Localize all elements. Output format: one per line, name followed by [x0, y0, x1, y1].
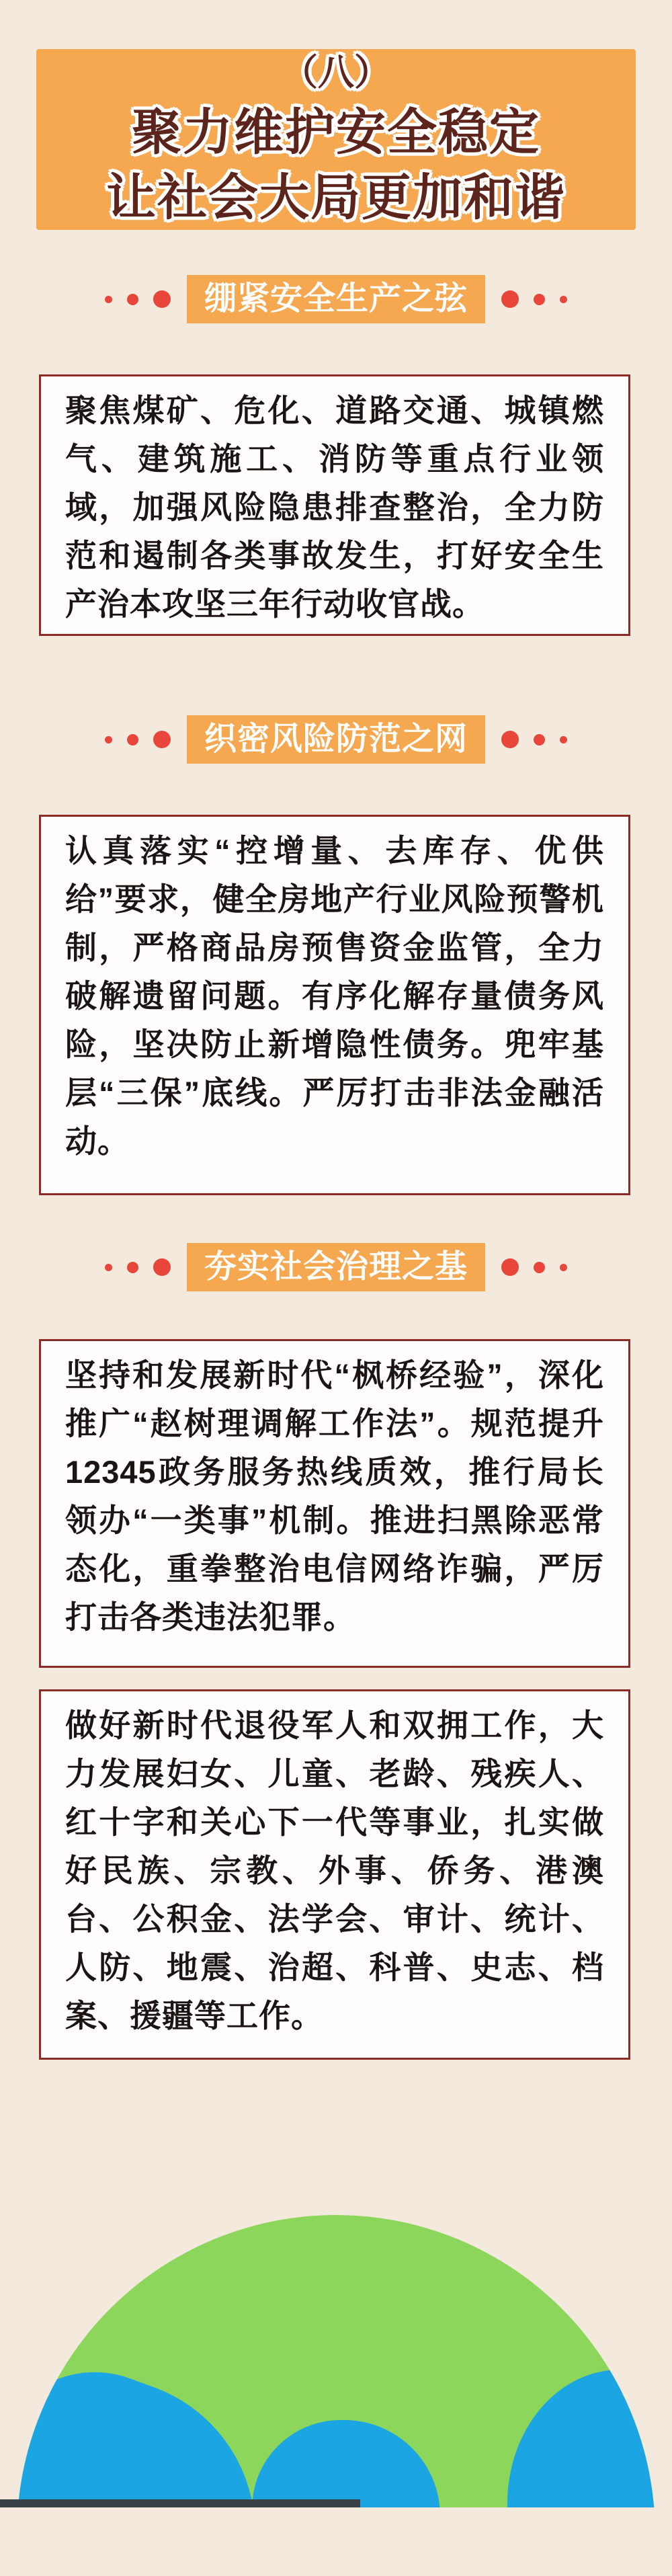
section-badge-2: 织密风险防范之网 [187, 715, 485, 764]
content-card-2 [39, 815, 630, 1195]
paragraph-2: 认真落实“控增量、去库存、优供给”要求，健全房地产行业风险预警机制，严格商品房预售资金监管，全力破解遗留问题。有序化解存量债务风险，坚决防止新增隐性债务。兜牢基层“三保”底线。严厉打击非法金融活动。 [65, 833, 604, 1159]
dots-right-icon [501, 290, 567, 308]
video-progress-bar[interactable] [0, 2499, 360, 2507]
content-card-1 [39, 374, 630, 636]
dots-right-icon [501, 731, 567, 748]
footer-illustration [0, 2058, 672, 2507]
header-title-line1: 聚力维护安全稳定 [132, 104, 540, 161]
section-badge-1: 绷紧安全生产之弦 [187, 275, 485, 323]
water-icon [252, 2420, 440, 2507]
content-card-4 [39, 1689, 630, 2060]
dots-right-icon [501, 1258, 567, 1276]
dots-left-icon [105, 1258, 171, 1276]
header-card [36, 49, 636, 230]
section-heading-row-1 [0, 274, 672, 324]
dots-left-icon [105, 731, 171, 748]
header-number: （八） [282, 52, 390, 93]
water-icon [507, 2370, 655, 2507]
paragraph-3: 坚持和发展新时代“枫桥经验”，深化推广“赵树理调解工作法”。规范提升12345政务服务热线质效，推行局长领办“一类事”机制。推进扫黑除恶常态化，重拳整治电信网络诈骗，严厉打击各类违法犯罪。 [65, 1357, 604, 1635]
section-badge-3: 夯实社会治理之基 [187, 1243, 485, 1291]
paragraph-4: 做好新时代退役军人和双拥工作，大力发展妇女、儿童、老龄、残疾人、红十字和关心下一代等事业，扎实做好民族、宗教、外事、侨务、港澳台、公积金、法学会、审计、统计、人防、地震、治超、科普、史志、档案、援疆等工作。 [65, 1707, 604, 2034]
section-heading-row-2 [0, 715, 672, 764]
header-title-line2: 让社会大局更加和谐 [106, 169, 566, 225]
content-card-3 [39, 1339, 630, 1668]
section-heading-row-3 [0, 1242, 672, 1292]
paragraph-1: 聚焦煤矿、危化、道路交通、城镇燃气、建筑施工、消防等重点行业领域，加强风险隐患排查整治，全力防范和遏制各类事故发生，打好安全生产治本攻坚三年行动收官战。 [65, 393, 604, 622]
dots-left-icon [105, 290, 171, 308]
globe-icon [17, 2215, 655, 2507]
